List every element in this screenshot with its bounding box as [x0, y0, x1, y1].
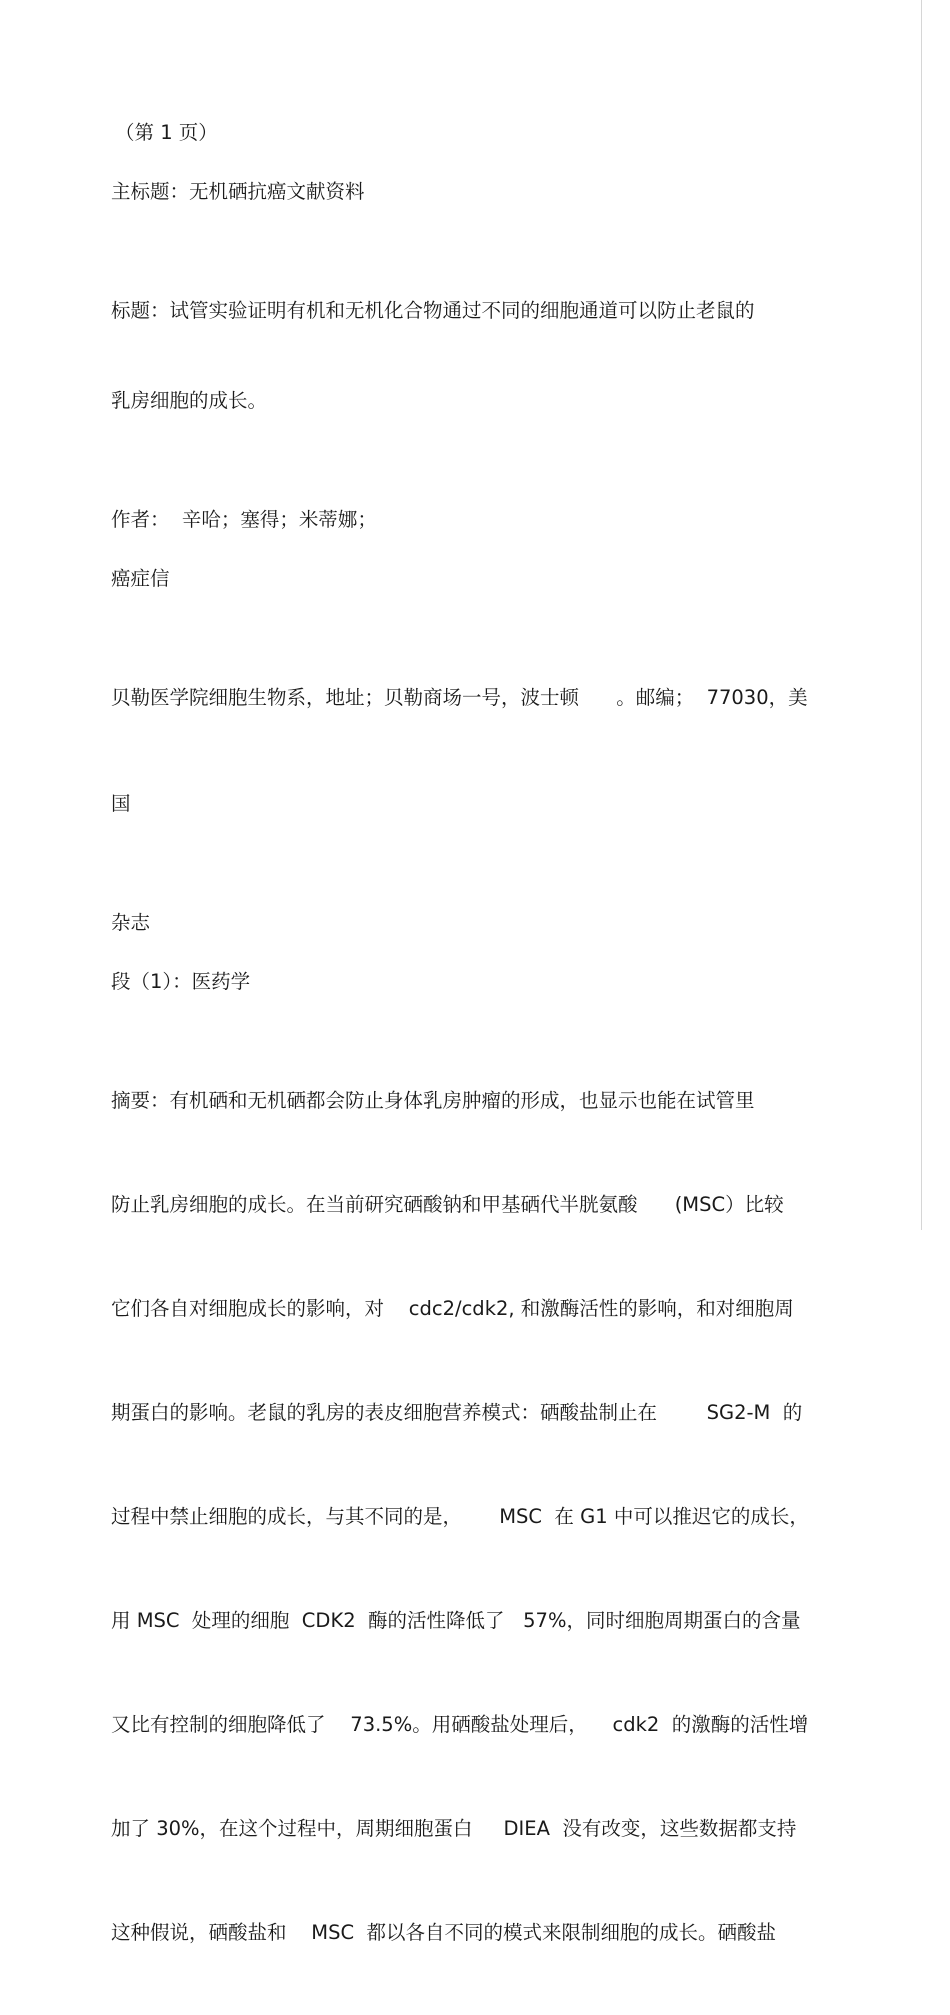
abstract-line: 这种假说，硒酸盐和 MSC 都以各自不同的模式来限制细胞的成长。硒酸盐: [111, 1921, 777, 1944]
abstract-line: 过程中禁止细胞的成长，与其不同的是， MSC 在 G1 中可以推迟它的成长，: [111, 1505, 809, 1528]
title-line: 标题：试管实验证明有机和无机化合物通过不同的细胞通道可以防止老鼠的: [111, 299, 755, 322]
abstract-line: 摘要：有机硒和无机硒都会防止身体乳房肿瘤的形成，也显示也能在试管里: [111, 1089, 755, 1112]
abstract-line: 它们各自对细胞成长的影响，对 cdc2/cdk2, 和激酶活性的影响，和对细胞周: [111, 1297, 794, 1320]
authors: 作者： 辛哈；塞得；米蒂娜；: [111, 508, 377, 531]
document-body: [111, 118, 831, 2015]
magazine-label: 杂志: [111, 911, 151, 934]
affiliation-line: 贝勒医学院细胞生物系，地址；贝勒商场一号，波士顿 。邮编； 77030，美: [111, 686, 808, 709]
section-label: 段（1）：医药学: [111, 970, 251, 993]
abstract-line: 加了 30%，在这个过程中，周期细胞蛋白 DIEA 没有改变，这些数据都支持: [111, 1817, 797, 1840]
viewer-gutter: [922, 0, 950, 1230]
page-marker: （第 1 页）: [115, 121, 218, 144]
abstract-line: 用 MSC 处理的细胞 CDK2 酶的活性降低了 57%，同时细胞周期蛋白的含量: [111, 1609, 801, 1632]
abstract-block: [111, 1019, 831, 2015]
title-line: 乳房细胞的成长。: [111, 389, 268, 412]
abstract-line: 又比有控制的细胞降低了 73.5%。用硒酸盐处理后， cdk2 的激酶的活性增: [111, 1713, 809, 1736]
affiliation-line: 国: [111, 792, 131, 815]
journal-name: 癌症信: [111, 567, 170, 590]
main-title: 主标题：无机硒抗癌文献资料: [111, 180, 365, 203]
title-block: [111, 236, 831, 476]
affiliation-block: [111, 623, 831, 879]
abstract-line: 防止乳房细胞的成长。在当前研究硒酸钠和甲基硒代半胱氨酸 (MSC）比较: [111, 1193, 784, 1216]
abstract-line: 期蛋白的影响。老鼠的乳房的表皮细胞营养模式：硒酸盐制止在 SG2-M 的: [111, 1401, 803, 1424]
